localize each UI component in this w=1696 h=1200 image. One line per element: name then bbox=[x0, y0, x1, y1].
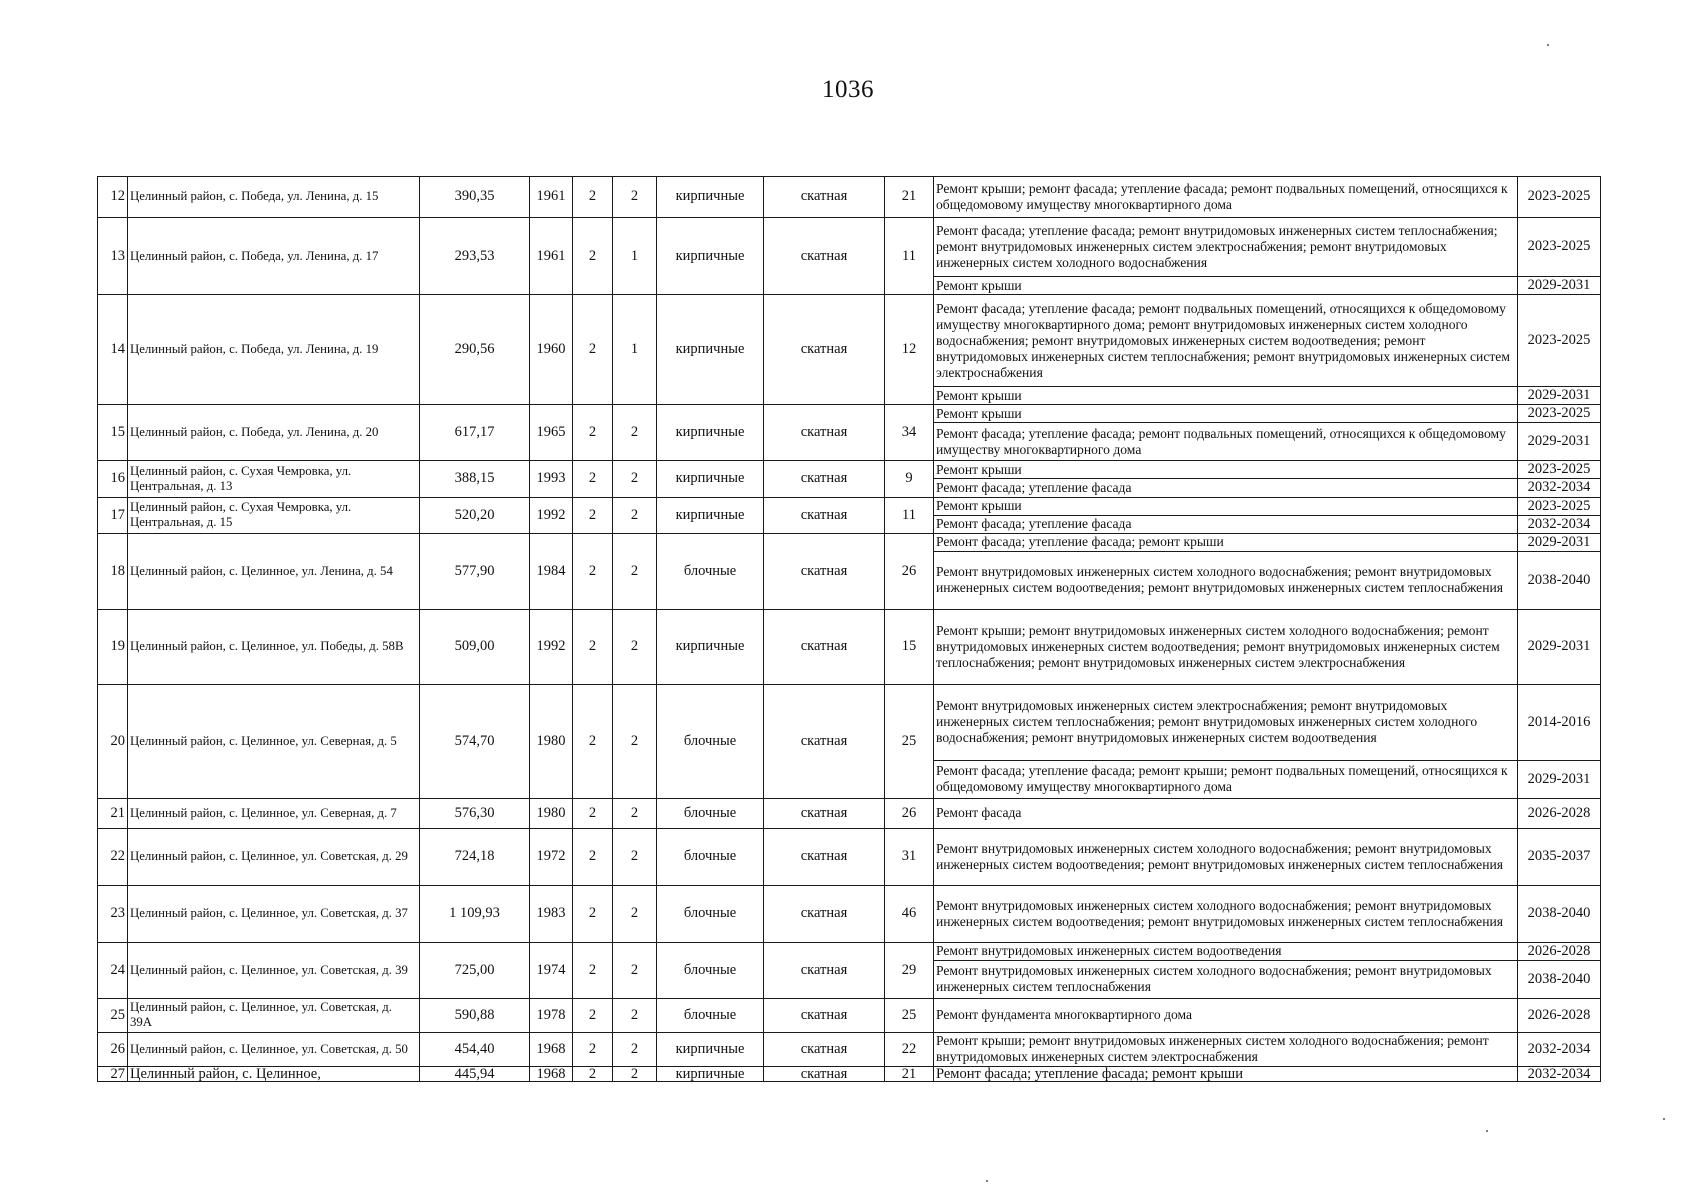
total-area-cell: 290,56 bbox=[420, 295, 530, 405]
floors-cell: 2 bbox=[573, 684, 613, 798]
entrances-cell: 2 bbox=[613, 461, 657, 497]
apartments-cell: 9 bbox=[885, 461, 934, 497]
table-row bbox=[98, 828, 1601, 885]
floors-cell: 2 bbox=[573, 609, 613, 684]
entrances-cell: 2 bbox=[613, 798, 657, 828]
roof-type-cell: скатная bbox=[764, 497, 885, 533]
work-types-cell: Ремонт фасада bbox=[934, 798, 1518, 828]
year-built-cell: 1960 bbox=[530, 295, 573, 405]
roof-type-cell: скатная bbox=[764, 461, 885, 497]
row-number-cell: 21 bbox=[98, 798, 128, 828]
wall-material-cell: кирпичные bbox=[657, 461, 764, 497]
roof-type-cell: скатная bbox=[764, 1066, 885, 1082]
period-cell: 2029-2031 bbox=[1518, 760, 1601, 798]
roof-type-cell: скатная bbox=[764, 533, 885, 609]
work-types-cell: Ремонт крыши; ремонт внутридомовых инженерных систем холодного водоснабжения; ремонт внутридомовых инженерных систем электроснабжения bbox=[934, 1032, 1518, 1066]
period-cell: 2035-2037 bbox=[1518, 828, 1601, 885]
floors-cell: 2 bbox=[573, 295, 613, 405]
table-row bbox=[98, 533, 1601, 551]
total-area-cell: 590,88 bbox=[420, 998, 530, 1032]
wall-material-cell: блочные bbox=[657, 942, 764, 998]
scan-speck bbox=[1486, 1130, 1488, 1132]
address-cell: Целинный район, с. Целинное, ул. Ленина, д. 54 bbox=[128, 533, 420, 609]
row-number-cell: 26 bbox=[98, 1032, 128, 1066]
table-row bbox=[98, 885, 1601, 942]
total-area-cell: 574,70 bbox=[420, 684, 530, 798]
work-types-cell: Ремонт крыши; ремонт фасада; утепление фасада; ремонт подвальных помещений, относящихся к общедомовому имуществу многоквартирного дома bbox=[934, 177, 1518, 218]
floors-cell: 2 bbox=[573, 798, 613, 828]
year-built-cell: 1972 bbox=[530, 828, 573, 885]
housing-repair-table bbox=[97, 176, 1601, 1082]
wall-material-cell: блочные bbox=[657, 998, 764, 1032]
row-number-cell: 17 bbox=[98, 497, 128, 533]
table-row bbox=[98, 684, 1601, 760]
apartments-cell: 15 bbox=[885, 609, 934, 684]
period-cell: 2023-2025 bbox=[1518, 461, 1601, 479]
period-cell: 2038-2040 bbox=[1518, 885, 1601, 942]
floors-cell: 2 bbox=[573, 828, 613, 885]
total-area-cell: 617,17 bbox=[420, 405, 530, 461]
address-cell: Целинный район, с. Целинное, ул. Победы, д. 58В bbox=[128, 609, 420, 684]
period-cell: 2023-2025 bbox=[1518, 405, 1601, 423]
address-cell: Целинный район, с. Целинное, ул. Северная, д. 7 bbox=[128, 798, 420, 828]
floors-cell: 2 bbox=[573, 177, 613, 218]
entrances-cell: 2 bbox=[613, 497, 657, 533]
work-types-cell: Ремонт фасада; утепление фасада bbox=[934, 479, 1518, 497]
period-cell: 2026-2028 bbox=[1518, 942, 1601, 960]
address-cell: Целинный район, с. Целинное, bbox=[128, 1066, 420, 1082]
roof-type-cell: скатная bbox=[764, 942, 885, 998]
table-row bbox=[98, 218, 1601, 277]
wall-material-cell: кирпичные bbox=[657, 1032, 764, 1066]
period-cell: 2029-2031 bbox=[1518, 277, 1601, 295]
work-types-cell: Ремонт фасада; утепление фасада bbox=[934, 515, 1518, 533]
total-area-cell: 576,30 bbox=[420, 798, 530, 828]
row-number-cell: 24 bbox=[98, 942, 128, 998]
roof-type-cell: скатная bbox=[764, 405, 885, 461]
table-row bbox=[98, 942, 1601, 960]
apartments-cell: 26 bbox=[885, 533, 934, 609]
roof-type-cell: скатная bbox=[764, 218, 885, 295]
floors-cell: 2 bbox=[573, 533, 613, 609]
work-types-cell: Ремонт внутридомовых инженерных систем водоотведения bbox=[934, 942, 1518, 960]
floors-cell: 2 bbox=[573, 461, 613, 497]
period-cell: 2032-2034 bbox=[1518, 1032, 1601, 1066]
floors-cell: 2 bbox=[573, 1066, 613, 1082]
year-built-cell: 1965 bbox=[530, 405, 573, 461]
entrances-cell: 2 bbox=[613, 942, 657, 998]
table-row bbox=[98, 497, 1601, 515]
apartments-cell: 26 bbox=[885, 798, 934, 828]
floors-cell: 2 bbox=[573, 218, 613, 295]
address-cell: Целинный район, с. Целинное, ул. Советская, д. 37 bbox=[128, 885, 420, 942]
row-number-cell: 13 bbox=[98, 218, 128, 295]
work-types-cell: Ремонт внутридомовых инженерных систем холодного водоснабжения; ремонт внутридомовых инженерных систем водоотведения; ремонт внутридомовых инженерных систем теплоснабжения bbox=[934, 885, 1518, 942]
address-cell: Целинный район, с. Победа, ул. Ленина, д. 19 bbox=[128, 295, 420, 405]
year-built-cell: 1961 bbox=[530, 177, 573, 218]
row-number-cell: 20 bbox=[98, 684, 128, 798]
period-cell: 2023-2025 bbox=[1518, 497, 1601, 515]
address-cell: Целинный район, с. Целинное, ул. Советская, д. 29 bbox=[128, 828, 420, 885]
floors-cell: 2 bbox=[573, 497, 613, 533]
row-number-cell: 14 bbox=[98, 295, 128, 405]
apartments-cell: 12 bbox=[885, 295, 934, 405]
work-types-cell: Ремонт крыши bbox=[934, 387, 1518, 405]
row-number-cell: 18 bbox=[98, 533, 128, 609]
table-row bbox=[98, 461, 1601, 479]
roof-type-cell: скатная bbox=[764, 295, 885, 405]
row-number-cell: 25 bbox=[98, 998, 128, 1032]
period-cell: 2038-2040 bbox=[1518, 960, 1601, 998]
apartments-cell: 22 bbox=[885, 1032, 934, 1066]
scan-speck bbox=[1663, 1118, 1665, 1120]
wall-material-cell: блочные bbox=[657, 798, 764, 828]
entrances-cell: 2 bbox=[613, 177, 657, 218]
year-built-cell: 1974 bbox=[530, 942, 573, 998]
period-cell: 2026-2028 bbox=[1518, 998, 1601, 1032]
entrances-cell: 1 bbox=[613, 218, 657, 295]
total-area-cell: 520,20 bbox=[420, 497, 530, 533]
entrances-cell: 2 bbox=[613, 1032, 657, 1066]
row-number-cell: 16 bbox=[98, 461, 128, 497]
entrances-cell: 2 bbox=[613, 1066, 657, 1082]
period-cell: 2023-2025 bbox=[1518, 295, 1601, 387]
roof-type-cell: скатная bbox=[764, 885, 885, 942]
roof-type-cell: скатная bbox=[764, 1032, 885, 1066]
wall-material-cell: блочные bbox=[657, 828, 764, 885]
scan-speck bbox=[986, 1180, 988, 1182]
period-cell: 2029-2031 bbox=[1518, 533, 1601, 551]
wall-material-cell: кирпичные bbox=[657, 218, 764, 295]
apartments-cell: 31 bbox=[885, 828, 934, 885]
entrances-cell: 2 bbox=[613, 828, 657, 885]
table-row bbox=[98, 998, 1601, 1032]
wall-material-cell: блочные bbox=[657, 885, 764, 942]
year-built-cell: 1992 bbox=[530, 497, 573, 533]
period-cell: 2014-2016 bbox=[1518, 684, 1601, 760]
total-area-cell: 388,15 bbox=[420, 461, 530, 497]
work-types-cell: Ремонт внутридомовых инженерных систем электроснабжения; ремонт внутридомовых инженерных систем теплоснабжения; ремонт внутридомовых инженерных систем холодного водоснабжения; ремонт внутридомовых инженерных систем водоотведения bbox=[934, 684, 1518, 760]
page-number: 1036 bbox=[822, 76, 874, 103]
address-cell: Целинный район, с. Победа, ул. Ленина, д. 17 bbox=[128, 218, 420, 295]
entrances-cell: 2 bbox=[613, 998, 657, 1032]
wall-material-cell: кирпичные bbox=[657, 177, 764, 218]
work-types-cell: Ремонт крыши bbox=[934, 277, 1518, 295]
address-cell: Целинный район, с. Целинное, ул. Советская, д. 50 bbox=[128, 1032, 420, 1066]
apartments-cell: 25 bbox=[885, 684, 934, 798]
row-number-cell: 19 bbox=[98, 609, 128, 684]
table-row bbox=[98, 295, 1601, 387]
year-built-cell: 1961 bbox=[530, 218, 573, 295]
table-row bbox=[98, 177, 1601, 218]
entrances-cell: 2 bbox=[613, 684, 657, 798]
total-area-cell: 577,90 bbox=[420, 533, 530, 609]
floors-cell: 2 bbox=[573, 405, 613, 461]
year-built-cell: 1980 bbox=[530, 684, 573, 798]
apartments-cell: 29 bbox=[885, 942, 934, 998]
entrances-cell: 2 bbox=[613, 609, 657, 684]
table-row bbox=[98, 405, 1601, 423]
work-types-cell: Ремонт крыши bbox=[934, 497, 1518, 515]
row-number-cell: 27 bbox=[98, 1066, 128, 1082]
total-area-cell: 725,00 bbox=[420, 942, 530, 998]
entrances-cell: 1 bbox=[613, 295, 657, 405]
wall-material-cell: блочные bbox=[657, 684, 764, 798]
roof-type-cell: скатная bbox=[764, 177, 885, 218]
year-built-cell: 1968 bbox=[530, 1032, 573, 1066]
work-types-cell: Ремонт фасада; утепление фасада; ремонт крыши; ремонт подвальных помещений, относящихся к общедомовому имуществу многоквартирного дома bbox=[934, 760, 1518, 798]
work-types-cell: Ремонт фасада; утепление фасада; ремонт подвальных помещений, относящихся к общедомовому имуществу многоквартирного дома bbox=[934, 423, 1518, 461]
period-cell: 2029-2031 bbox=[1518, 423, 1601, 461]
period-cell: 2029-2031 bbox=[1518, 387, 1601, 405]
period-cell: 2023-2025 bbox=[1518, 218, 1601, 277]
work-types-cell: Ремонт фасада; утепление фасада; ремонт подвальных помещений, относящихся к общедомовому имуществу многоквартирного дома; ремонт внутридомовых инженерных систем холодного водоснабжения; ремонт внутридомовых инженерных систем водоотведения; ремонт внутридомовых инженерных систем теплоснабжения; ремонт внутридомовых инженерных систем электроснабжения bbox=[934, 295, 1518, 387]
total-area-cell: 724,18 bbox=[420, 828, 530, 885]
period-cell: 2026-2028 bbox=[1518, 798, 1601, 828]
wall-material-cell: блочные bbox=[657, 533, 764, 609]
entrances-cell: 2 bbox=[613, 533, 657, 609]
work-types-cell: Ремонт внутридомовых инженерных систем холодного водоснабжения; ремонт внутридомовых инженерных систем водоотведения; ремонт внутридомовых инженерных систем теплоснабжения bbox=[934, 828, 1518, 885]
work-types-cell: Ремонт внутридомовых инженерных систем холодного водоснабжения; ремонт внутридомовых инженерных систем теплоснабжения bbox=[934, 960, 1518, 998]
year-built-cell: 1978 bbox=[530, 998, 573, 1032]
table-row bbox=[98, 798, 1601, 828]
work-types-cell: Ремонт крыши bbox=[934, 461, 1518, 479]
wall-material-cell: кирпичные bbox=[657, 1066, 764, 1082]
address-cell: Целинный район, с. Сухая Чемровка, ул. Центральная, д. 15 bbox=[128, 497, 420, 533]
entrances-cell: 2 bbox=[613, 405, 657, 461]
period-cell: 2032-2034 bbox=[1518, 515, 1601, 533]
table-row bbox=[98, 609, 1601, 684]
work-types-cell: Ремонт крыши; ремонт внутридомовых инженерных систем холодного водоснабжения; ремонт внутридомовых инженерных систем водоотведения; ремонт внутридомовых инженерных систем теплоснабжения; ремонт внутридомовых инженерных систем электроснабжения bbox=[934, 609, 1518, 684]
period-cell: 2023-2025 bbox=[1518, 177, 1601, 218]
total-area-cell: 390,35 bbox=[420, 177, 530, 218]
floors-cell: 2 bbox=[573, 1032, 613, 1066]
apartments-cell: 46 bbox=[885, 885, 934, 942]
address-cell: Целинный район, с. Победа, ул. Ленина, д. 20 bbox=[128, 405, 420, 461]
address-cell: Целинный район, с. Сухая Чемровка, ул. Центральная, д. 13 bbox=[128, 461, 420, 497]
roof-type-cell: скатная bbox=[764, 998, 885, 1032]
apartments-cell: 11 bbox=[885, 497, 934, 533]
wall-material-cell: кирпичные bbox=[657, 295, 764, 405]
roof-type-cell: скатная bbox=[764, 609, 885, 684]
address-cell: Целинный район, с. Победа, ул. Ленина, д. 15 bbox=[128, 177, 420, 218]
apartments-cell: 34 bbox=[885, 405, 934, 461]
table-row-cut bbox=[98, 1066, 1601, 1082]
work-types-cell: Ремонт фундамента многоквартирного дома bbox=[934, 998, 1518, 1032]
row-number-cell: 15 bbox=[98, 405, 128, 461]
floors-cell: 2 bbox=[573, 942, 613, 998]
work-types-cell: Ремонт крыши bbox=[934, 405, 1518, 423]
work-types-cell: Ремонт фасада; утепление фасада; ремонт крыши bbox=[934, 1066, 1518, 1082]
wall-material-cell: кирпичные bbox=[657, 405, 764, 461]
work-types-cell: Ремонт внутридомовых инженерных систем холодного водоснабжения; ремонт внутридомовых инженерных систем водоотведения; ремонт внутридомовых инженерных систем теплоснабжения bbox=[934, 551, 1518, 609]
apartments-cell: 21 bbox=[885, 177, 934, 218]
year-built-cell: 1968 bbox=[530, 1066, 573, 1082]
row-number-cell: 23 bbox=[98, 885, 128, 942]
period-cell: 2038-2040 bbox=[1518, 551, 1601, 609]
floors-cell: 2 bbox=[573, 885, 613, 942]
roof-type-cell: скатная bbox=[764, 798, 885, 828]
address-cell: Целинный район, с. Целинное, ул. Советская, д. 39А bbox=[128, 998, 420, 1032]
wall-material-cell: кирпичные bbox=[657, 609, 764, 684]
roof-type-cell: скатная bbox=[764, 828, 885, 885]
row-number-cell: 12 bbox=[98, 177, 128, 218]
work-types-cell: Ремонт фасада; утепление фасада; ремонт внутридомовых инженерных систем теплоснабжения; ремонт внутридомовых инженерных систем электроснабжения; ремонт внутридомовых инженерных систем холодного водоснабжения bbox=[934, 218, 1518, 277]
floors-cell: 2 bbox=[573, 998, 613, 1032]
year-built-cell: 1984 bbox=[530, 533, 573, 609]
year-built-cell: 1980 bbox=[530, 798, 573, 828]
total-area-cell: 1 109,93 bbox=[420, 885, 530, 942]
year-built-cell: 1992 bbox=[530, 609, 573, 684]
row-number-cell: 22 bbox=[98, 828, 128, 885]
total-area-cell: 454,40 bbox=[420, 1032, 530, 1066]
entrances-cell: 2 bbox=[613, 885, 657, 942]
year-built-cell: 1983 bbox=[530, 885, 573, 942]
total-area-cell: 445,94 bbox=[420, 1066, 530, 1082]
period-cell: 2032-2034 bbox=[1518, 479, 1601, 497]
work-types-cell: Ремонт фасада; утепление фасада; ремонт крыши bbox=[934, 533, 1518, 551]
table-row bbox=[98, 1032, 1601, 1066]
wall-material-cell: кирпичные bbox=[657, 497, 764, 533]
apartments-cell: 21 bbox=[885, 1066, 934, 1082]
apartments-cell: 25 bbox=[885, 998, 934, 1032]
period-cell: 2029-2031 bbox=[1518, 609, 1601, 684]
total-area-cell: 509,00 bbox=[420, 609, 530, 684]
scan-speck bbox=[1547, 44, 1549, 46]
address-cell: Целинный район, с. Целинное, ул. Советская, д. 39 bbox=[128, 942, 420, 998]
roof-type-cell: скатная bbox=[764, 684, 885, 798]
period-cell: 2032-2034 bbox=[1518, 1066, 1601, 1082]
address-cell: Целинный район, с. Целинное, ул. Северная, д. 5 bbox=[128, 684, 420, 798]
apartments-cell: 11 bbox=[885, 218, 934, 295]
year-built-cell: 1993 bbox=[530, 461, 573, 497]
total-area-cell: 293,53 bbox=[420, 218, 530, 295]
